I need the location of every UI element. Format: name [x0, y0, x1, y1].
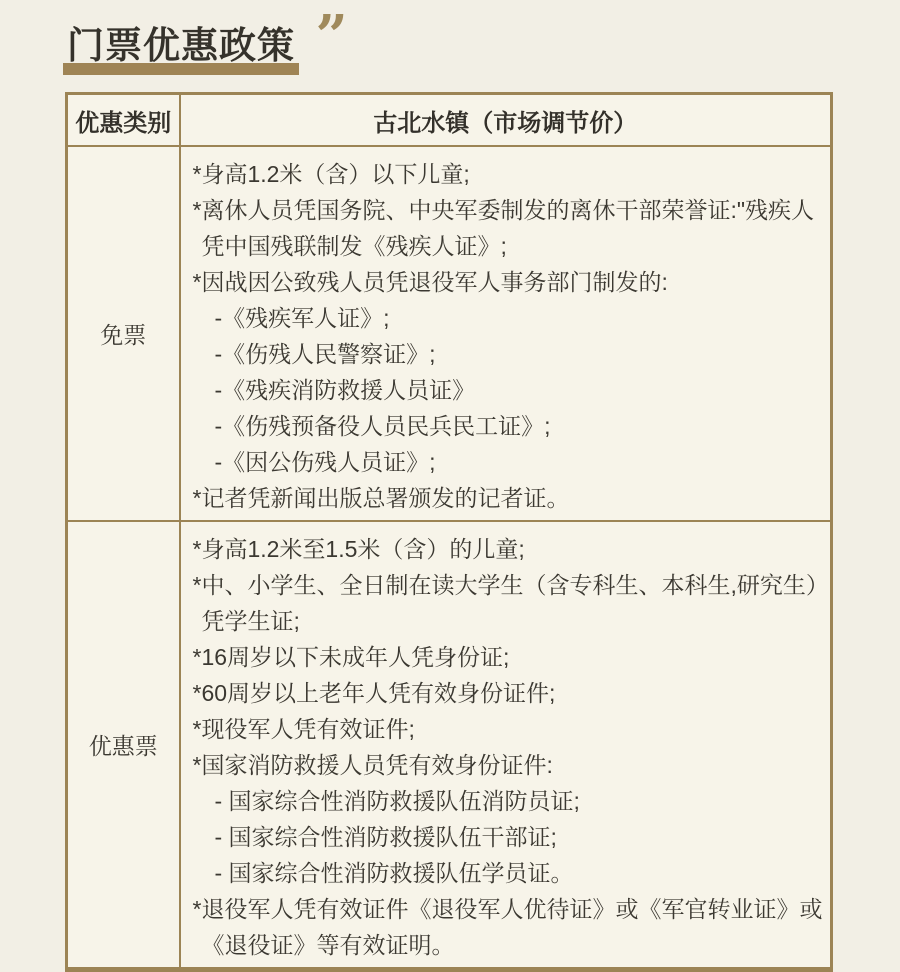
- table-row: [67, 146, 832, 521]
- policy-line: *中、小学生、全日制在读大学生（含专科生、本科生,研究生）: [192, 572, 829, 598]
- policy-line: 《退役证》等有效证明。: [201, 932, 455, 958]
- table-row: [67, 521, 832, 970]
- column-header-venue-price: 古北水镇（市场调节价）: [180, 94, 832, 147]
- header-row: [67, 94, 832, 147]
- policy-line: *身高1.2米至1.5米（含）的儿童;: [192, 536, 525, 562]
- policy-line: - 国家综合性消防救援队伍干部证;: [214, 824, 557, 850]
- policy-line: -《伤残人民警察证》;: [214, 341, 436, 367]
- quote-icon: ”: [315, 3, 348, 69]
- category-cell: 优惠票: [67, 521, 180, 970]
- column-header-category: 优惠类别: [67, 94, 180, 147]
- policy-cell: [180, 146, 832, 521]
- policy-line: *离休人员凭国务院、中央军委制发的离休干部荣誉证:"残疾人: [192, 197, 815, 223]
- title-row: [65, 3, 835, 76]
- policy-line: - 国家综合性消防救援队伍消防员证;: [214, 788, 580, 814]
- policy-line: 凭中国残联制发《残疾人证》;: [201, 233, 507, 259]
- policy-line: 凭学生证;: [201, 608, 300, 634]
- policy-line: *现役军人凭有效证件;: [192, 716, 415, 742]
- policy-line: -《因公伤残人员证》;: [214, 449, 436, 475]
- policy-line: *退役军人凭有效证件《退役军人优待证》或《军官转业证》或: [192, 896, 823, 922]
- category-cell: 免票: [67, 146, 180, 521]
- table-body: [67, 146, 832, 970]
- policy-cell: [180, 521, 832, 970]
- policy-line: *国家消防救援人员凭有效身份证件:: [192, 752, 553, 778]
- policy-line: *16周岁以下未成年人凭身份证;: [192, 644, 510, 670]
- policy-line: *60周岁以上老年人凭有效身份证件;: [192, 680, 556, 706]
- policy-line: *记者凭新闻出版总署颁发的记者证。: [192, 485, 570, 511]
- discount-policy-table: [65, 92, 833, 972]
- policy-line: -《残疾消防救援人员证》: [214, 377, 476, 403]
- policy-line: - 国家综合性消防救援队伍学员证。: [214, 860, 574, 886]
- policy-line: -《残疾军人证》;: [214, 305, 390, 331]
- page-title: [65, 16, 297, 76]
- policy-line: -《伤残预备役人员民兵民工证》;: [214, 413, 551, 439]
- page-title-text: 门票优惠政策: [67, 25, 295, 66]
- policy-line: *身高1.2米（含）以下儿童;: [192, 161, 470, 187]
- policy-line: *因战因公致残人员凭退役军人事务部门制发的:: [192, 269, 668, 295]
